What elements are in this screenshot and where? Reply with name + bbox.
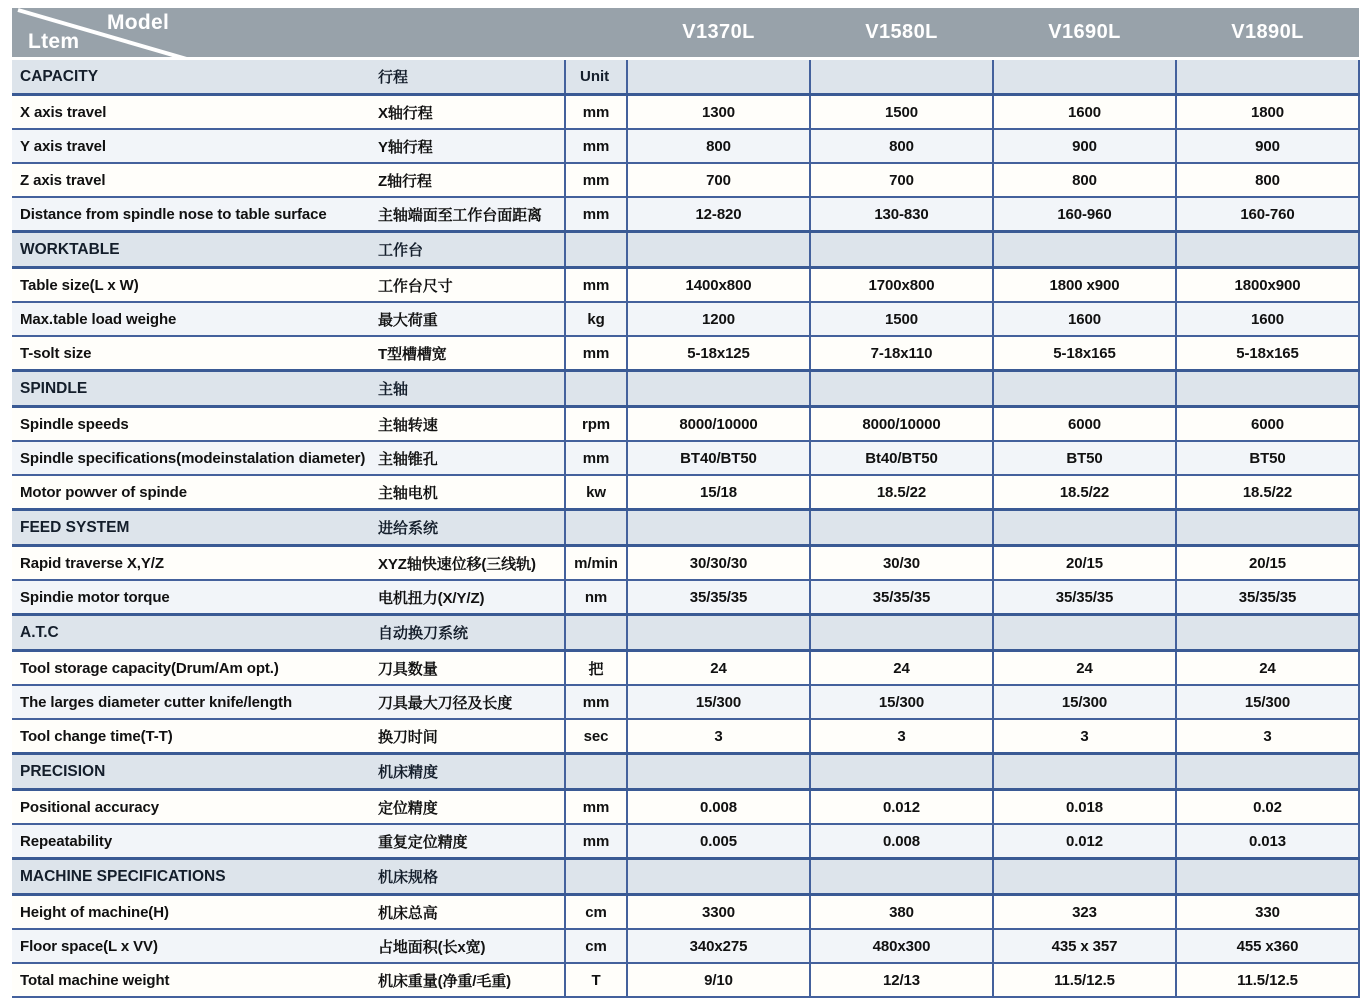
section-spacer-cell xyxy=(993,754,1176,790)
table-row xyxy=(12,475,1359,510)
value-v1370l: 700 xyxy=(627,163,810,197)
unit-column-header xyxy=(565,859,627,895)
row-unit: mm xyxy=(565,441,627,475)
value-v1370l: 30/30/30 xyxy=(627,546,810,581)
section-name-en: PRECISION xyxy=(12,754,375,790)
row-label-en: Floor space(L x VV) xyxy=(12,929,375,963)
row-label-cn: 工作台尺寸 xyxy=(375,268,565,303)
section-name-cn: 行程 xyxy=(375,59,565,95)
table-row xyxy=(12,719,1359,754)
value-v1690l: 0.018 xyxy=(993,790,1176,825)
model-column-header-v1370l: V1370L xyxy=(627,8,810,59)
value-v1690l: 160-960 xyxy=(993,197,1176,232)
value-v1370l: 35/35/35 xyxy=(627,580,810,615)
section-spacer-cell xyxy=(993,371,1176,407)
value-v1370l: 15/300 xyxy=(627,685,810,719)
section-header-row xyxy=(12,859,1359,895)
section-spacer-cell xyxy=(993,59,1176,95)
section-name-en: FEED SYSTEM xyxy=(12,510,375,546)
row-label-en: Height of machine(H) xyxy=(12,895,375,930)
table-row xyxy=(12,895,1359,930)
section-spacer-cell xyxy=(810,59,993,95)
value-v1370l: 0.005 xyxy=(627,824,810,859)
value-v1370l: 1400x800 xyxy=(627,268,810,303)
value-v1690l: 1600 xyxy=(993,95,1176,130)
table-row xyxy=(12,685,1359,719)
table-row xyxy=(12,929,1359,963)
section-spacer-cell xyxy=(810,232,993,268)
value-v1370l: 0.008 xyxy=(627,790,810,825)
value-v1890l: 5-18x165 xyxy=(1176,336,1359,371)
value-v1690l: 0.012 xyxy=(993,824,1176,859)
value-v1890l: 11.5/12.5 xyxy=(1176,963,1359,997)
value-v1690l: 900 xyxy=(993,129,1176,163)
section-name-cn: 自动换刀系统 xyxy=(375,615,565,651)
value-v1370l: 1300 xyxy=(627,95,810,130)
row-label-en: X axis travel xyxy=(12,95,375,130)
row-label-cn: 重复定位精度 xyxy=(375,824,565,859)
corner-header xyxy=(12,8,627,59)
row-unit: m/min xyxy=(565,546,627,581)
section-spacer-cell xyxy=(627,59,810,95)
row-label-en: T-solt size xyxy=(12,336,375,371)
row-unit: mm xyxy=(565,268,627,303)
section-spacer-cell xyxy=(993,510,1176,546)
section-spacer-cell xyxy=(993,232,1176,268)
value-v1370l: 5-18x125 xyxy=(627,336,810,371)
row-label-en: Spindle specifications(modeinstalation diameter) xyxy=(12,441,375,475)
value-v1690l: 1800 x900 xyxy=(993,268,1176,303)
row-label-cn: X轴行程 xyxy=(375,95,565,130)
section-header-row xyxy=(12,232,1359,268)
row-unit: T xyxy=(565,963,627,997)
section-spacer-cell xyxy=(1176,59,1359,95)
table-row xyxy=(12,790,1359,825)
value-v1580l: 12/13 xyxy=(810,963,993,997)
section-spacer-cell xyxy=(627,510,810,546)
value-v1890l: 0.02 xyxy=(1176,790,1359,825)
value-v1690l: 3 xyxy=(993,719,1176,754)
value-v1890l: 3 xyxy=(1176,719,1359,754)
spec-sheet xyxy=(12,8,1358,998)
row-unit: mm xyxy=(565,824,627,859)
value-v1580l: 130-830 xyxy=(810,197,993,232)
section-name-en: MACHINE SPECIFICATIONS xyxy=(12,859,375,895)
value-v1370l: 800 xyxy=(627,129,810,163)
section-spacer-cell xyxy=(1176,615,1359,651)
table-row xyxy=(12,407,1359,442)
section-spacer-cell xyxy=(1176,859,1359,895)
value-v1890l: 1800 xyxy=(1176,95,1359,130)
row-unit: nm xyxy=(565,580,627,615)
section-name-cn: 工作台 xyxy=(375,232,565,268)
row-label-cn: 主轴端面至工作台面距离 xyxy=(375,197,565,232)
row-label-cn: 机床总高 xyxy=(375,895,565,930)
section-spacer-cell xyxy=(1176,510,1359,546)
section-spacer-cell xyxy=(627,371,810,407)
value-v1370l: BT40/BT50 xyxy=(627,441,810,475)
section-spacer-cell xyxy=(627,754,810,790)
value-v1890l: 35/35/35 xyxy=(1176,580,1359,615)
section-spacer-cell xyxy=(810,615,993,651)
value-v1690l: 15/300 xyxy=(993,685,1176,719)
row-label-en: Positional accuracy xyxy=(12,790,375,825)
value-v1690l: 35/35/35 xyxy=(993,580,1176,615)
unit-column-header xyxy=(565,371,627,407)
row-label-en: Rapid traverse X,Y/Z xyxy=(12,546,375,581)
table-row xyxy=(12,441,1359,475)
value-v1890l: 15/300 xyxy=(1176,685,1359,719)
row-unit: mm xyxy=(565,336,627,371)
table-row xyxy=(12,651,1359,686)
unit-column-header xyxy=(565,510,627,546)
unit-column-header: Unit xyxy=(565,59,627,95)
table-row xyxy=(12,302,1359,336)
value-v1580l: 24 xyxy=(810,651,993,686)
row-label-en: Tool change time(T-T) xyxy=(12,719,375,754)
unit-column-header xyxy=(565,754,627,790)
row-unit: kg xyxy=(565,302,627,336)
section-spacer-cell xyxy=(810,859,993,895)
row-label-en: The larges diameter cutter knife/length xyxy=(12,685,375,719)
value-v1690l: 11.5/12.5 xyxy=(993,963,1176,997)
section-spacer-cell xyxy=(627,859,810,895)
value-v1580l: 480x300 xyxy=(810,929,993,963)
value-v1580l: Bt40/BT50 xyxy=(810,441,993,475)
section-spacer-cell xyxy=(810,371,993,407)
model-header-row xyxy=(12,8,1359,59)
value-v1370l: 9/10 xyxy=(627,963,810,997)
row-unit: mm xyxy=(565,197,627,232)
value-v1580l: 700 xyxy=(810,163,993,197)
value-v1690l: BT50 xyxy=(993,441,1176,475)
value-v1890l: 455 x360 xyxy=(1176,929,1359,963)
value-v1580l: 1700x800 xyxy=(810,268,993,303)
spec-table xyxy=(12,8,1360,998)
section-header-row xyxy=(12,59,1359,95)
section-spacer-cell xyxy=(993,859,1176,895)
row-unit: kw xyxy=(565,475,627,510)
section-name-en: SPINDLE xyxy=(12,371,375,407)
table-row xyxy=(12,129,1359,163)
value-v1690l: 20/15 xyxy=(993,546,1176,581)
row-label-en: Distance from spindle nose to table surface xyxy=(12,197,375,232)
value-v1690l: 18.5/22 xyxy=(993,475,1176,510)
row-unit: mm xyxy=(565,685,627,719)
value-v1890l: 0.013 xyxy=(1176,824,1359,859)
section-spacer-cell xyxy=(1176,232,1359,268)
value-v1690l: 5-18x165 xyxy=(993,336,1176,371)
row-label-en: Spindie motor torque xyxy=(12,580,375,615)
row-label-cn: 主轴电机 xyxy=(375,475,565,510)
section-name-cn: 进给系统 xyxy=(375,510,565,546)
section-spacer-cell xyxy=(1176,754,1359,790)
unit-column-header xyxy=(565,615,627,651)
section-header-row xyxy=(12,510,1359,546)
section-spacer-cell xyxy=(627,615,810,651)
value-v1370l: 8000/10000 xyxy=(627,407,810,442)
row-unit: 把 xyxy=(565,651,627,686)
value-v1890l: 24 xyxy=(1176,651,1359,686)
value-v1580l: 15/300 xyxy=(810,685,993,719)
section-header-row xyxy=(12,615,1359,651)
row-label-cn: 刀具数量 xyxy=(375,651,565,686)
row-unit: rpm xyxy=(565,407,627,442)
row-label-en: Max.table load weighe xyxy=(12,302,375,336)
table-row xyxy=(12,336,1359,371)
value-v1690l: 323 xyxy=(993,895,1176,930)
row-label-cn: 最大荷重 xyxy=(375,302,565,336)
row-label-cn: 主轴锥孔 xyxy=(375,441,565,475)
value-v1890l: 330 xyxy=(1176,895,1359,930)
row-label-cn: Z轴行程 xyxy=(375,163,565,197)
value-v1690l: 435 x 357 xyxy=(993,929,1176,963)
value-v1580l: 8000/10000 xyxy=(810,407,993,442)
value-v1580l: 30/30 xyxy=(810,546,993,581)
value-v1890l: 800 xyxy=(1176,163,1359,197)
section-name-en: A.T.C xyxy=(12,615,375,651)
row-label-cn: 占地面积(长x宽) xyxy=(375,929,565,963)
corner-item-label: Ltem xyxy=(28,30,80,53)
value-v1690l: 800 xyxy=(993,163,1176,197)
value-v1580l: 1500 xyxy=(810,95,993,130)
row-label-en: Motor powver of spinde xyxy=(12,475,375,510)
section-name-en: CAPACITY xyxy=(12,59,375,95)
unit-column-header xyxy=(565,232,627,268)
row-unit: mm xyxy=(565,95,627,130)
row-label-en: Tool storage capacity(Drum/Am opt.) xyxy=(12,651,375,686)
value-v1580l: 1500 xyxy=(810,302,993,336)
table-row xyxy=(12,824,1359,859)
row-label-cn: Y轴行程 xyxy=(375,129,565,163)
table-row xyxy=(12,963,1359,997)
row-label-en: Spindle speeds xyxy=(12,407,375,442)
row-unit: sec xyxy=(565,719,627,754)
row-unit: mm xyxy=(565,163,627,197)
value-v1580l: 35/35/35 xyxy=(810,580,993,615)
row-label-cn: XYZ轴快速位移(三线轨) xyxy=(375,546,565,581)
row-unit: mm xyxy=(565,790,627,825)
table-row xyxy=(12,580,1359,615)
value-v1890l: 900 xyxy=(1176,129,1359,163)
row-unit: cm xyxy=(565,929,627,963)
value-v1580l: 0.012 xyxy=(810,790,993,825)
row-label-cn: 刀具最大刀径及长度 xyxy=(375,685,565,719)
value-v1370l: 1200 xyxy=(627,302,810,336)
table-row xyxy=(12,163,1359,197)
section-name-cn: 主轴 xyxy=(375,371,565,407)
value-v1370l: 340x275 xyxy=(627,929,810,963)
row-unit: cm xyxy=(565,895,627,930)
value-v1580l: 380 xyxy=(810,895,993,930)
section-spacer-cell xyxy=(1176,371,1359,407)
table-row xyxy=(12,546,1359,581)
value-v1690l: 6000 xyxy=(993,407,1176,442)
section-name-cn: 机床规格 xyxy=(375,859,565,895)
value-v1890l: 6000 xyxy=(1176,407,1359,442)
value-v1370l: 15/18 xyxy=(627,475,810,510)
row-label-en: Repeatability xyxy=(12,824,375,859)
value-v1890l: 1600 xyxy=(1176,302,1359,336)
row-label-cn: 换刀时间 xyxy=(375,719,565,754)
value-v1370l: 3300 xyxy=(627,895,810,930)
model-column-header-v1580l: V1580L xyxy=(810,8,993,59)
value-v1370l: 24 xyxy=(627,651,810,686)
row-label-cn: 定位精度 xyxy=(375,790,565,825)
table-row xyxy=(12,268,1359,303)
value-v1580l: 3 xyxy=(810,719,993,754)
value-v1370l: 12-820 xyxy=(627,197,810,232)
section-header-row xyxy=(12,754,1359,790)
section-spacer-cell xyxy=(810,754,993,790)
value-v1890l: 1800x900 xyxy=(1176,268,1359,303)
model-column-header-v1690l: V1690L xyxy=(993,8,1176,59)
value-v1890l: BT50 xyxy=(1176,441,1359,475)
value-v1690l: 1600 xyxy=(993,302,1176,336)
row-label-en: Total machine weight xyxy=(12,963,375,997)
section-spacer-cell xyxy=(993,615,1176,651)
row-label-cn: 电机扭力(X/Y/Z) xyxy=(375,580,565,615)
section-name-cn: 机床精度 xyxy=(375,754,565,790)
row-label-en: Z axis travel xyxy=(12,163,375,197)
value-v1580l: 18.5/22 xyxy=(810,475,993,510)
corner-model-label: Model xyxy=(107,11,170,34)
value-v1580l: 800 xyxy=(810,129,993,163)
row-label-cn: 机床重量(净重/毛重) xyxy=(375,963,565,997)
table-row xyxy=(12,197,1359,232)
value-v1690l: 24 xyxy=(993,651,1176,686)
value-v1890l: 18.5/22 xyxy=(1176,475,1359,510)
model-column-header-v1890l: V1890L xyxy=(1176,8,1359,59)
spec-table-body xyxy=(12,59,1359,998)
row-label-cn: 主轴转速 xyxy=(375,407,565,442)
row-unit: mm xyxy=(565,129,627,163)
section-spacer-cell xyxy=(627,232,810,268)
section-spacer-cell xyxy=(810,510,993,546)
section-name-en: WORKTABLE xyxy=(12,232,375,268)
section-header-row xyxy=(12,371,1359,407)
value-v1890l: 160-760 xyxy=(1176,197,1359,232)
row-label-en: Table size(L x W) xyxy=(12,268,375,303)
row-label-en: Y axis travel xyxy=(12,129,375,163)
row-label-cn: T型槽槽宽 xyxy=(375,336,565,371)
table-row xyxy=(12,95,1359,130)
value-v1580l: 0.008 xyxy=(810,824,993,859)
value-v1370l: 3 xyxy=(627,719,810,754)
value-v1580l: 7-18x110 xyxy=(810,336,993,371)
value-v1890l: 20/15 xyxy=(1176,546,1359,581)
